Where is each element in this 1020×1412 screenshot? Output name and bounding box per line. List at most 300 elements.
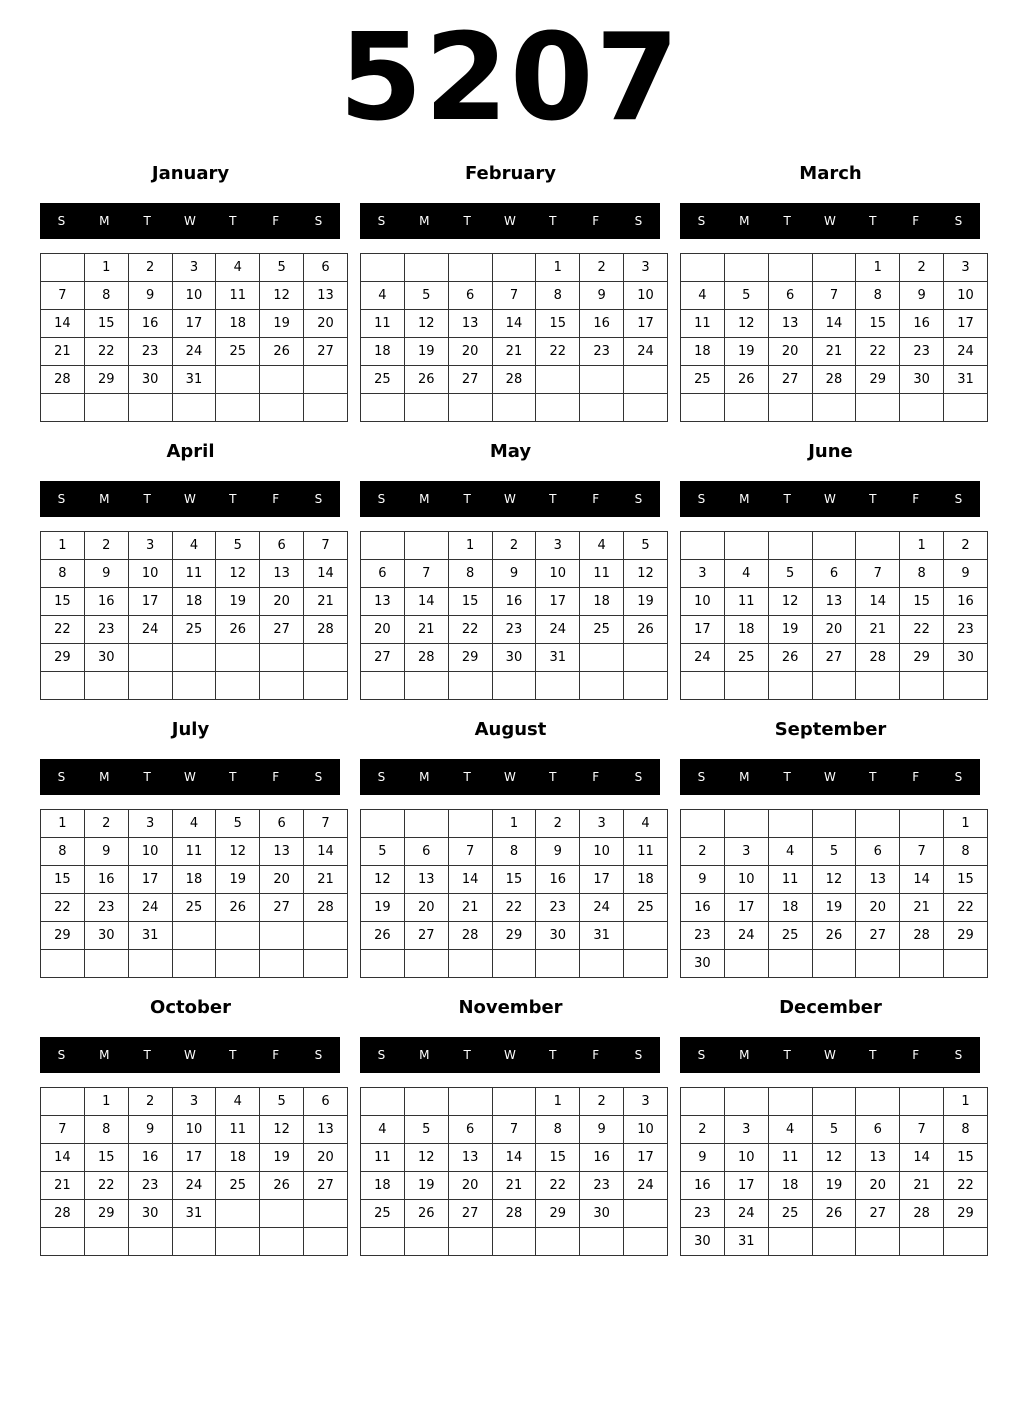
month-may [360, 435, 661, 705]
weekday-label: S [954, 770, 963, 784]
weekday-label: W [504, 1048, 516, 1062]
week-row [41, 1172, 348, 1200]
day-cell: 11 [361, 310, 405, 338]
day-cell [900, 810, 944, 838]
day-cell [172, 644, 216, 672]
day-cell [900, 1088, 944, 1116]
day-cell: 8 [944, 838, 988, 866]
day-cell: 17 [536, 588, 580, 616]
day-cell: 2 [128, 1088, 172, 1116]
weekday-label: M [99, 1048, 110, 1062]
day-cell [361, 532, 405, 560]
weekday-label: S [954, 214, 963, 228]
day-cell [681, 810, 725, 838]
weekday-label: W [184, 770, 196, 784]
day-cell: 16 [84, 588, 128, 616]
day-cell: 11 [580, 560, 624, 588]
weekday-label: M [419, 770, 430, 784]
day-cell: 12 [260, 1116, 304, 1144]
weekday-label: S [377, 770, 386, 784]
day-grid [680, 1087, 988, 1256]
day-cell: 31 [536, 644, 580, 672]
day-cell: 15 [84, 1144, 128, 1172]
week-row [41, 810, 348, 838]
day-cell: 2 [580, 254, 624, 282]
day-cell: 23 [681, 922, 725, 950]
day-cell: 6 [856, 1116, 900, 1144]
day-cell: 29 [900, 644, 944, 672]
day-cell: 16 [900, 310, 944, 338]
day-cell: 4 [624, 810, 668, 838]
day-cell [624, 1200, 668, 1228]
day-cell [580, 672, 624, 700]
week-row [41, 338, 348, 366]
day-cell: 29 [856, 366, 900, 394]
weekday-label: T [229, 492, 237, 506]
week-row [361, 838, 668, 866]
day-cell [724, 950, 768, 978]
day-cell: 4 [216, 254, 260, 282]
week-row [681, 950, 988, 978]
weekday-label: S [57, 492, 66, 506]
day-cell: 16 [128, 310, 172, 338]
weekday-header [40, 203, 340, 239]
weekday-label: W [504, 770, 516, 784]
day-cell [260, 1228, 304, 1256]
day-cell: 4 [768, 838, 812, 866]
day-cell: 14 [900, 866, 944, 894]
day-cell: 1 [536, 1088, 580, 1116]
day-cell: 26 [260, 338, 304, 366]
weekday-label: T [143, 492, 151, 506]
weekday-label: S [314, 770, 323, 784]
day-cell: 10 [128, 560, 172, 588]
day-cell [812, 950, 856, 978]
day-cell: 3 [536, 532, 580, 560]
week-row [361, 310, 668, 338]
day-cell [304, 672, 348, 700]
week-row [361, 532, 668, 560]
day-cell [41, 1228, 85, 1256]
day-cell: 30 [580, 1200, 624, 1228]
month-name: May [489, 441, 532, 462]
day-cell: 19 [768, 616, 812, 644]
weekday-label: T [143, 1048, 151, 1062]
day-cell [580, 366, 624, 394]
month-name: December [779, 997, 882, 1018]
day-cell: 28 [448, 922, 492, 950]
day-cell [260, 950, 304, 978]
day-cell: 11 [724, 588, 768, 616]
week-row [681, 866, 988, 894]
day-cell: 8 [900, 560, 944, 588]
day-cell: 10 [580, 838, 624, 866]
day-cell [404, 532, 448, 560]
week-row [41, 560, 348, 588]
day-cell: 20 [361, 616, 405, 644]
day-cell: 10 [724, 866, 768, 894]
month-name: July [171, 719, 210, 740]
day-cell: 20 [448, 1172, 492, 1200]
day-cell: 29 [944, 1200, 988, 1228]
month-april [40, 435, 341, 705]
day-cell: 10 [536, 560, 580, 588]
week-row [681, 282, 988, 310]
day-cell: 6 [856, 838, 900, 866]
week-row [681, 894, 988, 922]
day-cell [724, 672, 768, 700]
weekday-label: M [739, 214, 750, 228]
day-cell: 6 [404, 838, 448, 866]
day-cell: 10 [172, 282, 216, 310]
day-cell: 4 [172, 810, 216, 838]
day-cell [681, 254, 725, 282]
day-cell: 18 [580, 588, 624, 616]
day-cell: 11 [216, 282, 260, 310]
day-cell: 12 [724, 310, 768, 338]
week-row [361, 394, 668, 422]
day-cell [724, 810, 768, 838]
day-cell: 28 [812, 366, 856, 394]
day-cell: 28 [856, 644, 900, 672]
weekday-label: T [549, 1048, 557, 1062]
day-cell: 11 [361, 1144, 405, 1172]
day-cell: 22 [41, 894, 85, 922]
day-cell: 24 [724, 922, 768, 950]
day-cell: 23 [84, 616, 128, 644]
day-cell: 3 [172, 254, 216, 282]
weekday-header [360, 481, 660, 517]
day-cell: 8 [856, 282, 900, 310]
month-december [680, 991, 981, 1261]
week-row [681, 366, 988, 394]
weekday-label: M [99, 492, 110, 506]
day-cell: 16 [681, 894, 725, 922]
day-cell [624, 644, 668, 672]
weekday-label: T [229, 214, 237, 228]
day-cell: 1 [492, 810, 536, 838]
day-cell: 3 [624, 254, 668, 282]
day-cell [492, 672, 536, 700]
day-cell: 29 [536, 1200, 580, 1228]
week-row [361, 282, 668, 310]
day-cell: 24 [536, 616, 580, 644]
day-cell: 6 [260, 532, 304, 560]
day-cell: 11 [768, 1144, 812, 1172]
day-cell: 2 [84, 532, 128, 560]
day-cell: 9 [536, 838, 580, 866]
weekday-label: W [824, 492, 836, 506]
week-row [41, 394, 348, 422]
day-cell: 18 [624, 866, 668, 894]
day-cell: 18 [724, 616, 768, 644]
day-cell: 22 [84, 338, 128, 366]
week-row [41, 588, 348, 616]
day-cell: 9 [580, 1116, 624, 1144]
day-cell: 25 [580, 616, 624, 644]
month-october [40, 991, 341, 1261]
day-cell: 28 [404, 644, 448, 672]
day-cell: 30 [681, 1228, 725, 1256]
weekday-label: W [504, 214, 516, 228]
day-cell [172, 950, 216, 978]
weekday-label: T [869, 214, 877, 228]
day-cell: 1 [84, 254, 128, 282]
day-cell [361, 1088, 405, 1116]
day-cell [404, 810, 448, 838]
day-cell: 21 [492, 1172, 536, 1200]
month-name: March [799, 163, 862, 184]
day-cell [260, 922, 304, 950]
day-cell: 19 [216, 588, 260, 616]
day-cell: 8 [536, 282, 580, 310]
day-cell: 21 [856, 616, 900, 644]
day-cell [724, 394, 768, 422]
weekday-label: T [549, 492, 557, 506]
weekday-label: M [739, 770, 750, 784]
day-cell: 12 [404, 1144, 448, 1172]
day-cell: 7 [492, 282, 536, 310]
day-cell [856, 1228, 900, 1256]
day-cell [216, 1200, 260, 1228]
day-cell: 13 [404, 866, 448, 894]
day-cell [128, 1228, 172, 1256]
day-cell [216, 644, 260, 672]
month-june [680, 435, 981, 705]
day-cell: 2 [681, 838, 725, 866]
day-cell: 3 [724, 1116, 768, 1144]
weekday-label: M [419, 492, 430, 506]
day-cell [128, 394, 172, 422]
week-row [41, 866, 348, 894]
week-row [41, 310, 348, 338]
day-cell [856, 672, 900, 700]
day-cell: 24 [172, 1172, 216, 1200]
month-name: February [464, 163, 557, 184]
day-cell: 30 [128, 366, 172, 394]
day-cell: 1 [944, 1088, 988, 1116]
day-cell: 25 [361, 1200, 405, 1228]
day-cell: 13 [448, 1144, 492, 1172]
day-cell [260, 366, 304, 394]
day-cell: 12 [361, 866, 405, 894]
day-grid [40, 253, 348, 422]
day-cell: 18 [768, 1172, 812, 1200]
day-cell: 27 [404, 922, 448, 950]
day-cell [624, 366, 668, 394]
day-cell: 2 [536, 810, 580, 838]
day-cell: 6 [448, 282, 492, 310]
day-cell: 31 [580, 922, 624, 950]
weekday-label: W [184, 492, 196, 506]
weekday-label: F [592, 492, 600, 506]
day-cell: 4 [172, 532, 216, 560]
day-cell [681, 532, 725, 560]
day-cell [448, 394, 492, 422]
day-cell: 5 [404, 1116, 448, 1144]
day-cell: 4 [724, 560, 768, 588]
week-row [361, 810, 668, 838]
week-row [681, 1172, 988, 1200]
day-cell: 7 [856, 560, 900, 588]
day-cell [84, 672, 128, 700]
day-cell: 22 [944, 1172, 988, 1200]
day-cell [41, 394, 85, 422]
week-row [681, 922, 988, 950]
day-grid [40, 531, 348, 700]
day-cell: 8 [41, 560, 85, 588]
day-cell: 26 [624, 616, 668, 644]
weekday-label: F [272, 214, 280, 228]
weekday-label: T [463, 770, 471, 784]
day-cell: 8 [944, 1116, 988, 1144]
day-cell [361, 394, 405, 422]
day-cell: 27 [448, 366, 492, 394]
day-cell [448, 1228, 492, 1256]
weekday-label: F [912, 214, 920, 228]
day-cell: 13 [768, 310, 812, 338]
week-row [681, 1200, 988, 1228]
day-cell: 20 [304, 1144, 348, 1172]
day-cell: 6 [304, 1088, 348, 1116]
day-cell [41, 1088, 85, 1116]
day-cell [536, 1228, 580, 1256]
day-cell: 18 [361, 338, 405, 366]
day-cell: 30 [84, 922, 128, 950]
day-cell [361, 254, 405, 282]
day-cell [900, 672, 944, 700]
day-grid [360, 531, 668, 700]
day-cell: 11 [768, 866, 812, 894]
day-cell: 6 [361, 560, 405, 588]
day-cell: 1 [41, 532, 85, 560]
week-row [361, 560, 668, 588]
day-cell: 9 [944, 560, 988, 588]
day-grid [40, 809, 348, 978]
day-cell [361, 810, 405, 838]
weekday-label: T [869, 492, 877, 506]
day-cell [84, 394, 128, 422]
day-cell: 5 [768, 560, 812, 588]
day-cell: 25 [216, 1172, 260, 1200]
day-cell: 1 [41, 810, 85, 838]
month-august [360, 713, 661, 983]
day-cell [216, 672, 260, 700]
day-cell: 28 [492, 366, 536, 394]
day-cell: 12 [812, 866, 856, 894]
day-cell: 11 [172, 560, 216, 588]
day-cell: 6 [260, 810, 304, 838]
day-cell [172, 672, 216, 700]
day-cell [361, 1228, 405, 1256]
day-cell: 12 [216, 838, 260, 866]
day-cell: 8 [492, 838, 536, 866]
day-cell: 7 [304, 532, 348, 560]
day-cell: 4 [361, 282, 405, 310]
day-cell: 14 [304, 560, 348, 588]
week-row [681, 310, 988, 338]
weekday-label: F [272, 1048, 280, 1062]
day-cell: 10 [944, 282, 988, 310]
day-cell: 21 [492, 338, 536, 366]
day-cell [768, 950, 812, 978]
week-row [361, 366, 668, 394]
day-cell: 11 [681, 310, 725, 338]
week-row [361, 338, 668, 366]
day-cell: 10 [681, 588, 725, 616]
day-cell: 17 [724, 1172, 768, 1200]
day-cell: 9 [128, 1116, 172, 1144]
day-cell [812, 532, 856, 560]
month-name: January [151, 163, 230, 184]
weekday-label: F [592, 1048, 600, 1062]
day-cell: 25 [361, 366, 405, 394]
day-cell: 22 [944, 894, 988, 922]
week-row [681, 1144, 988, 1172]
day-cell: 5 [624, 532, 668, 560]
day-cell: 18 [216, 1144, 260, 1172]
weekday-label: F [912, 492, 920, 506]
week-row [41, 950, 348, 978]
week-row [681, 672, 988, 700]
month-name: April [166, 441, 215, 462]
week-row [361, 254, 668, 282]
weekday-label: T [143, 214, 151, 228]
week-row [361, 1200, 668, 1228]
day-cell: 12 [812, 1144, 856, 1172]
week-row [681, 254, 988, 282]
day-cell: 5 [216, 532, 260, 560]
day-cell: 16 [681, 1172, 725, 1200]
day-cell: 14 [492, 1144, 536, 1172]
day-cell: 21 [41, 338, 85, 366]
week-row [41, 1228, 348, 1256]
day-cell: 26 [812, 1200, 856, 1228]
week-row [41, 532, 348, 560]
day-cell: 10 [172, 1116, 216, 1144]
day-cell: 25 [216, 338, 260, 366]
day-cell [492, 394, 536, 422]
day-cell: 21 [448, 894, 492, 922]
day-cell: 6 [304, 254, 348, 282]
day-cell [856, 950, 900, 978]
day-cell: 14 [304, 838, 348, 866]
day-cell: 17 [944, 310, 988, 338]
week-row [41, 1144, 348, 1172]
day-cell: 3 [128, 532, 172, 560]
weekday-header [360, 759, 660, 795]
day-cell: 22 [41, 616, 85, 644]
day-cell: 12 [768, 588, 812, 616]
day-cell [900, 950, 944, 978]
day-cell: 14 [856, 588, 900, 616]
day-cell [812, 1228, 856, 1256]
week-row [361, 1116, 668, 1144]
day-cell: 19 [404, 1172, 448, 1200]
day-cell [812, 672, 856, 700]
day-cell: 6 [448, 1116, 492, 1144]
day-cell: 26 [768, 644, 812, 672]
day-cell: 13 [448, 310, 492, 338]
day-cell [404, 672, 448, 700]
day-cell: 22 [84, 1172, 128, 1200]
day-cell: 7 [812, 282, 856, 310]
day-cell: 7 [900, 838, 944, 866]
day-cell: 7 [448, 838, 492, 866]
weekday-label: M [99, 770, 110, 784]
day-cell: 14 [812, 310, 856, 338]
weekday-label: F [592, 770, 600, 784]
